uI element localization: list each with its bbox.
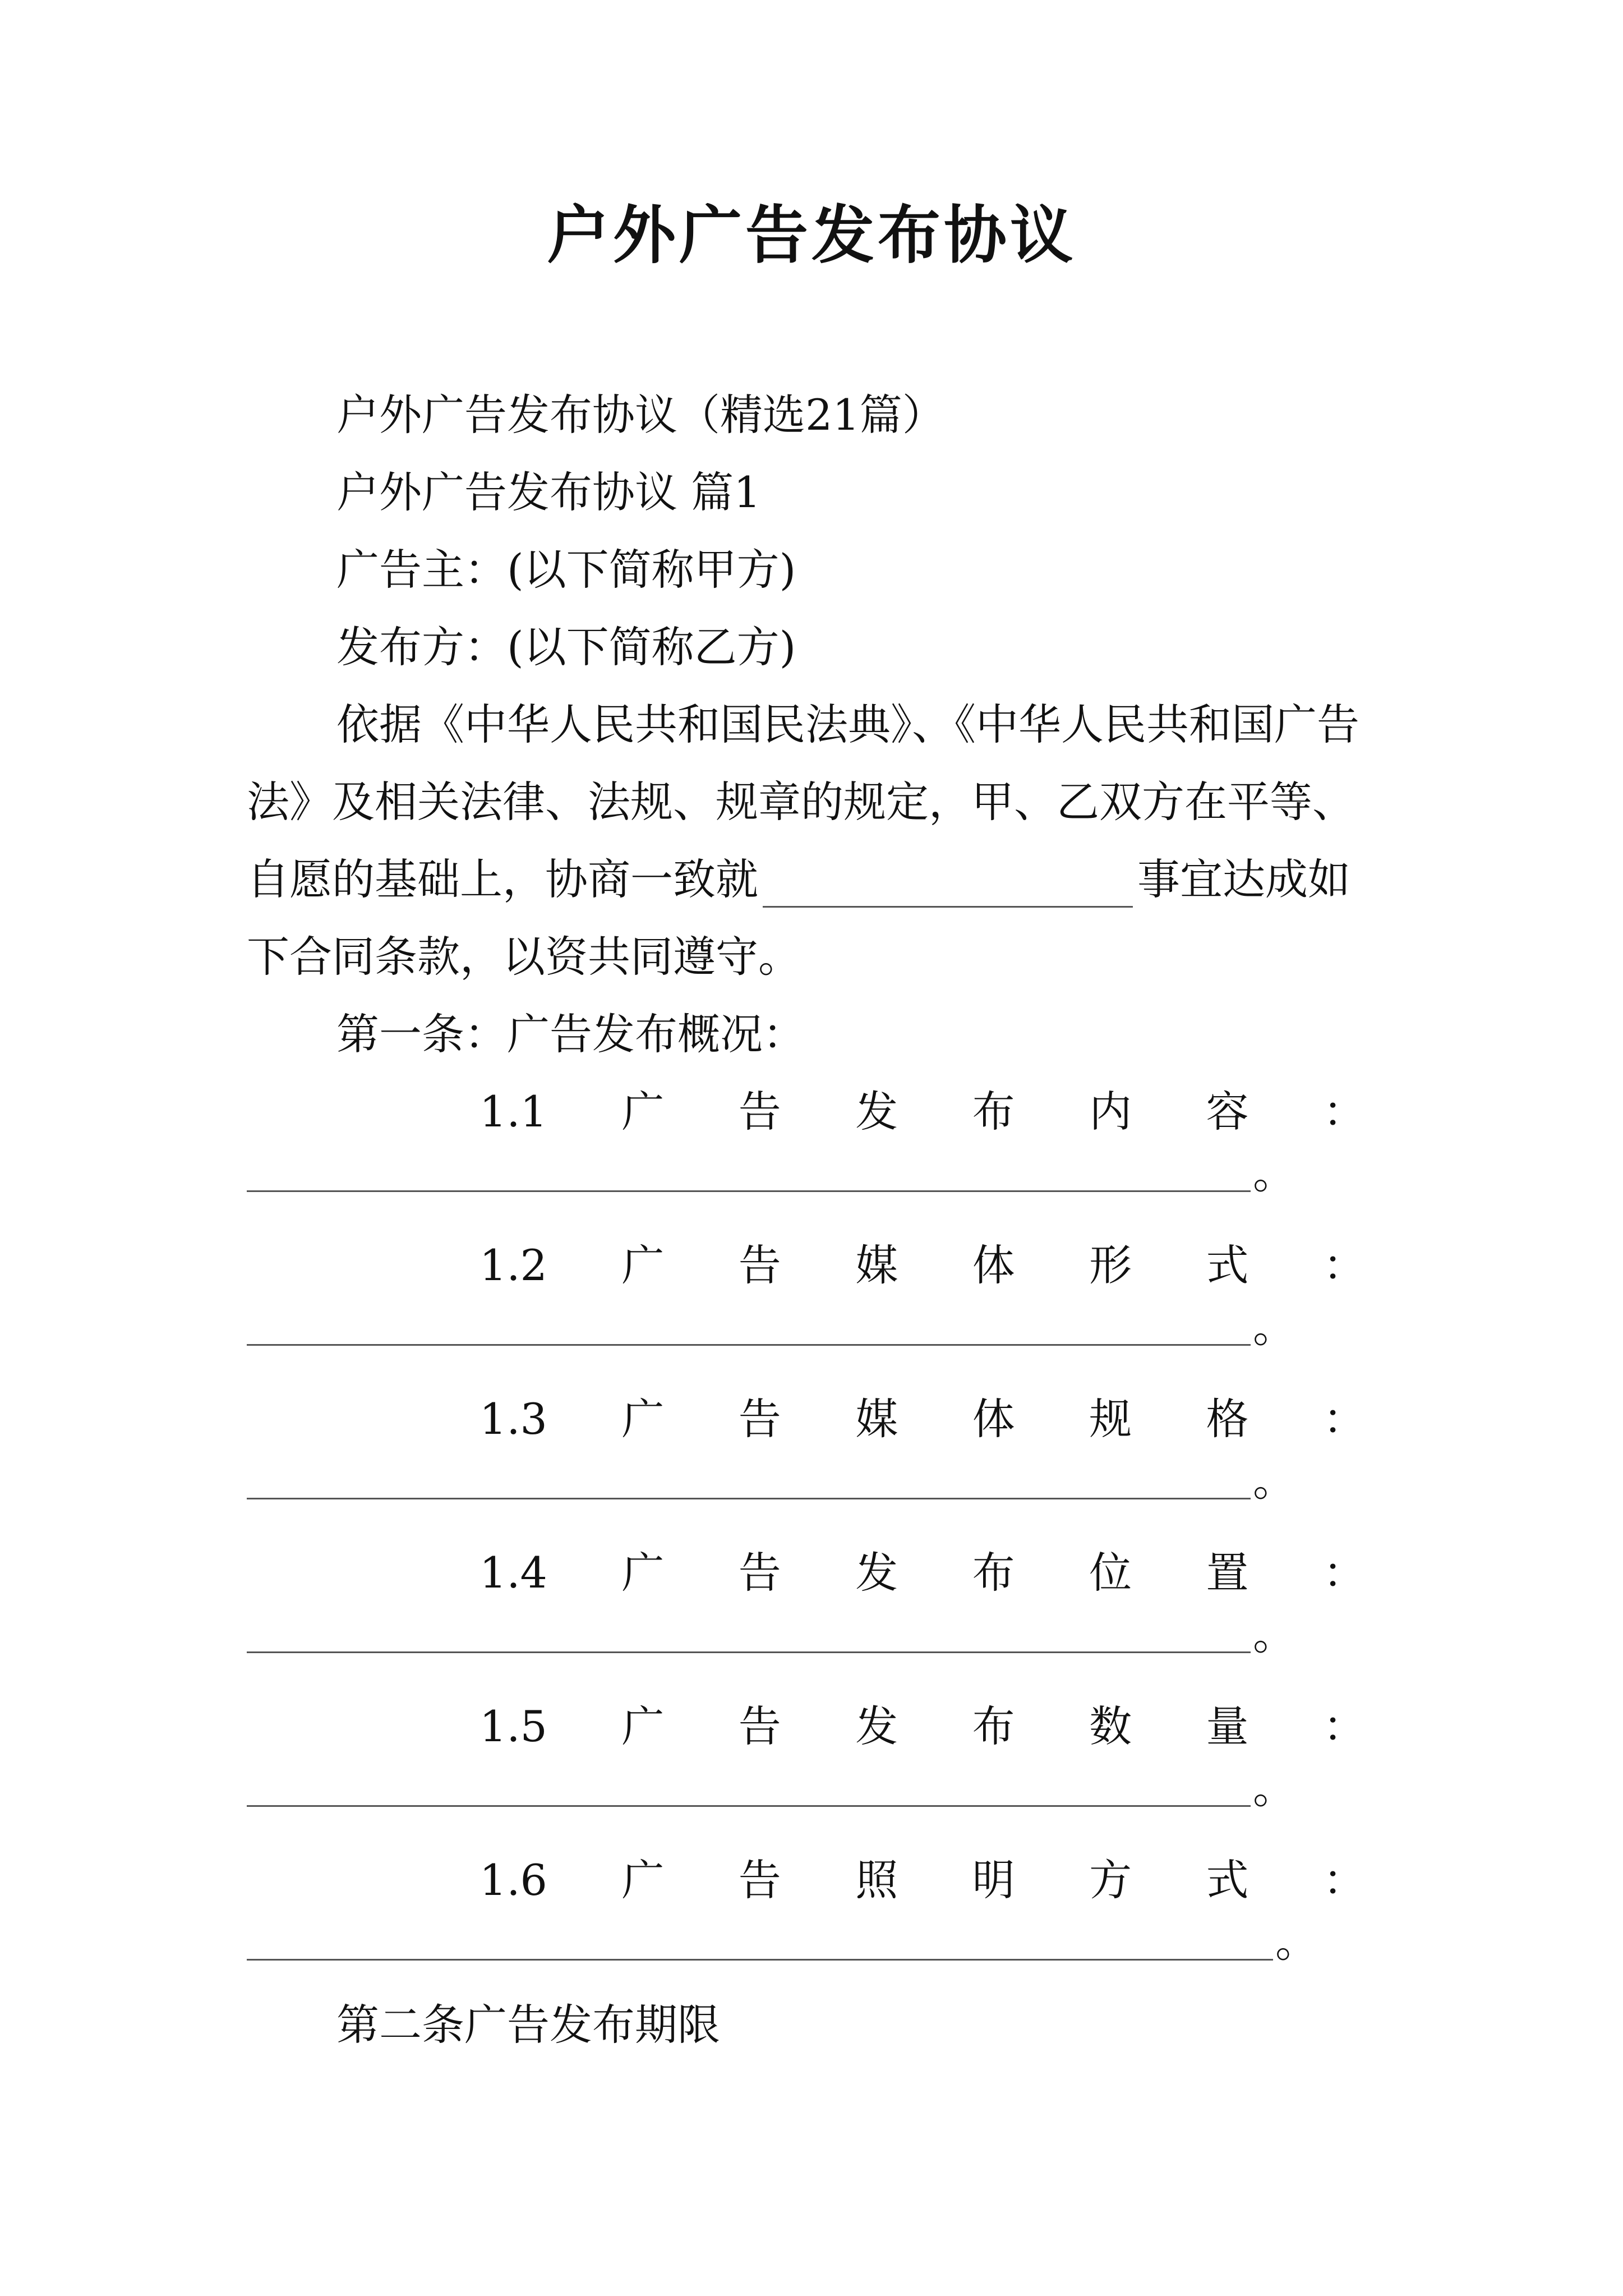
basis-line-3-end: 事宜达成如 [1137, 854, 1350, 904]
item-label-char: 广 [621, 1087, 665, 1137]
item-label-char: 形 [1089, 1240, 1132, 1290]
item-label-char: 发 [855, 1701, 898, 1751]
basis-line-3-start: 自愿的基础上，协商一致就 [247, 854, 758, 904]
item-label-char: 告 [738, 1701, 781, 1751]
item-label-char: 广 [621, 1701, 665, 1751]
item-number: 1.1 [479, 1087, 547, 1137]
item-label-char: 告 [738, 1394, 781, 1444]
item-label-char: 方 [1089, 1855, 1132, 1905]
item-label-char: 置 [1206, 1548, 1249, 1598]
item-label-char: 媒 [855, 1394, 898, 1444]
overview-item-label [479, 1545, 1366, 1601]
item-label-char: 广 [621, 1855, 665, 1905]
basis-paragraph-line-2: 法》及相关法律、法规、规章的规定，甲、乙双方在平等、 [247, 777, 1355, 827]
publisher-line: 发布方：(以下简称乙方) [336, 622, 796, 672]
item-period: 。 [1253, 1763, 1295, 1813]
item-number: 1.3 [479, 1394, 547, 1444]
item-label-char: 数 [1089, 1701, 1132, 1751]
item-label-char: 体 [972, 1394, 1015, 1444]
item-label-char: 格 [1206, 1394, 1249, 1444]
item-label-char: 布 [972, 1087, 1015, 1137]
item-colon: ： [1322, 1240, 1366, 1290]
item-label-char: 广 [621, 1548, 665, 1598]
item-label-char: 广 [621, 1240, 665, 1290]
item-number: 1.4 [479, 1548, 547, 1598]
item-fill-in-blank[interactable] [247, 1498, 1251, 1499]
basis-paragraph-line-4: 下合同条款，以资共同遵守。 [247, 932, 801, 982]
item-label-char: 布 [972, 1548, 1015, 1598]
item-fill-in-blank[interactable] [247, 1190, 1251, 1192]
item-label-char: 照 [855, 1855, 898, 1905]
overview-item-label [479, 1852, 1366, 1908]
item-label-char: 发 [855, 1548, 898, 1598]
item-label-char: 告 [738, 1087, 781, 1137]
item-colon: ： [1322, 1548, 1366, 1598]
item-label-char: 式 [1206, 1240, 1249, 1290]
item-label-char: 媒 [855, 1240, 898, 1290]
item-label-char: 内 [1089, 1087, 1132, 1137]
item-label-char: 告 [738, 1240, 781, 1290]
item-colon: ： [1322, 1701, 1366, 1751]
item-label-char: 广 [621, 1394, 665, 1444]
advertiser-line: 广告主：(以下简称甲方) [336, 545, 796, 595]
item-fill-in-blank[interactable] [247, 1651, 1251, 1653]
item-period: 。 [1275, 1917, 1318, 1967]
item-label-char: 容 [1206, 1087, 1249, 1137]
item-fill-in-blank[interactable] [247, 1959, 1273, 1961]
item-fill-in-blank[interactable] [247, 1805, 1251, 1807]
chapter-heading: 户外广告发布协议 篇1 [336, 467, 761, 517]
item-colon: ： [1322, 1394, 1366, 1444]
item-label-char: 量 [1206, 1701, 1249, 1751]
item-colon: ： [1322, 1855, 1366, 1905]
article-2-heading: 第二条广告发布期限 [336, 2000, 720, 2050]
matter-blank-field[interactable] [763, 861, 1133, 908]
item-label-char: 规 [1089, 1394, 1132, 1444]
item-label-char: 位 [1089, 1548, 1132, 1598]
document-title: 户外广告发布协议 [547, 199, 1076, 272]
overview-item-label [479, 1391, 1366, 1447]
item-label-char: 体 [972, 1240, 1015, 1290]
basis-paragraph-line-1: 依据《中华人民共和国民法典》、《中华人民共和国广告 [336, 700, 1359, 749]
overview-item-label [479, 1699, 1366, 1755]
item-label-char: 布 [972, 1701, 1015, 1751]
item-period: 。 [1253, 1148, 1295, 1198]
item-number: 1.2 [479, 1240, 547, 1290]
item-number: 1.5 [479, 1701, 547, 1751]
item-colon: ： [1322, 1087, 1366, 1137]
item-period: 。 [1253, 1456, 1295, 1506]
item-fill-in-blank[interactable] [247, 1344, 1251, 1346]
article-1-heading: 第一条：广告发布概况： [336, 1009, 805, 1059]
item-period: 。 [1253, 1609, 1295, 1659]
item-label-char: 发 [855, 1087, 898, 1137]
item-period: 。 [1253, 1302, 1295, 1352]
basis-paragraph-line-3 [247, 852, 1350, 908]
item-label-char: 告 [738, 1855, 781, 1905]
item-label-char: 明 [972, 1855, 1015, 1905]
item-number: 1.6 [479, 1855, 547, 1905]
overview-item-label [479, 1084, 1366, 1140]
subtitle: 户外广告发布协议（精选21篇） [336, 390, 945, 440]
item-label-char: 式 [1206, 1855, 1249, 1905]
item-label-char: 告 [738, 1548, 781, 1598]
overview-item-label [479, 1237, 1366, 1294]
